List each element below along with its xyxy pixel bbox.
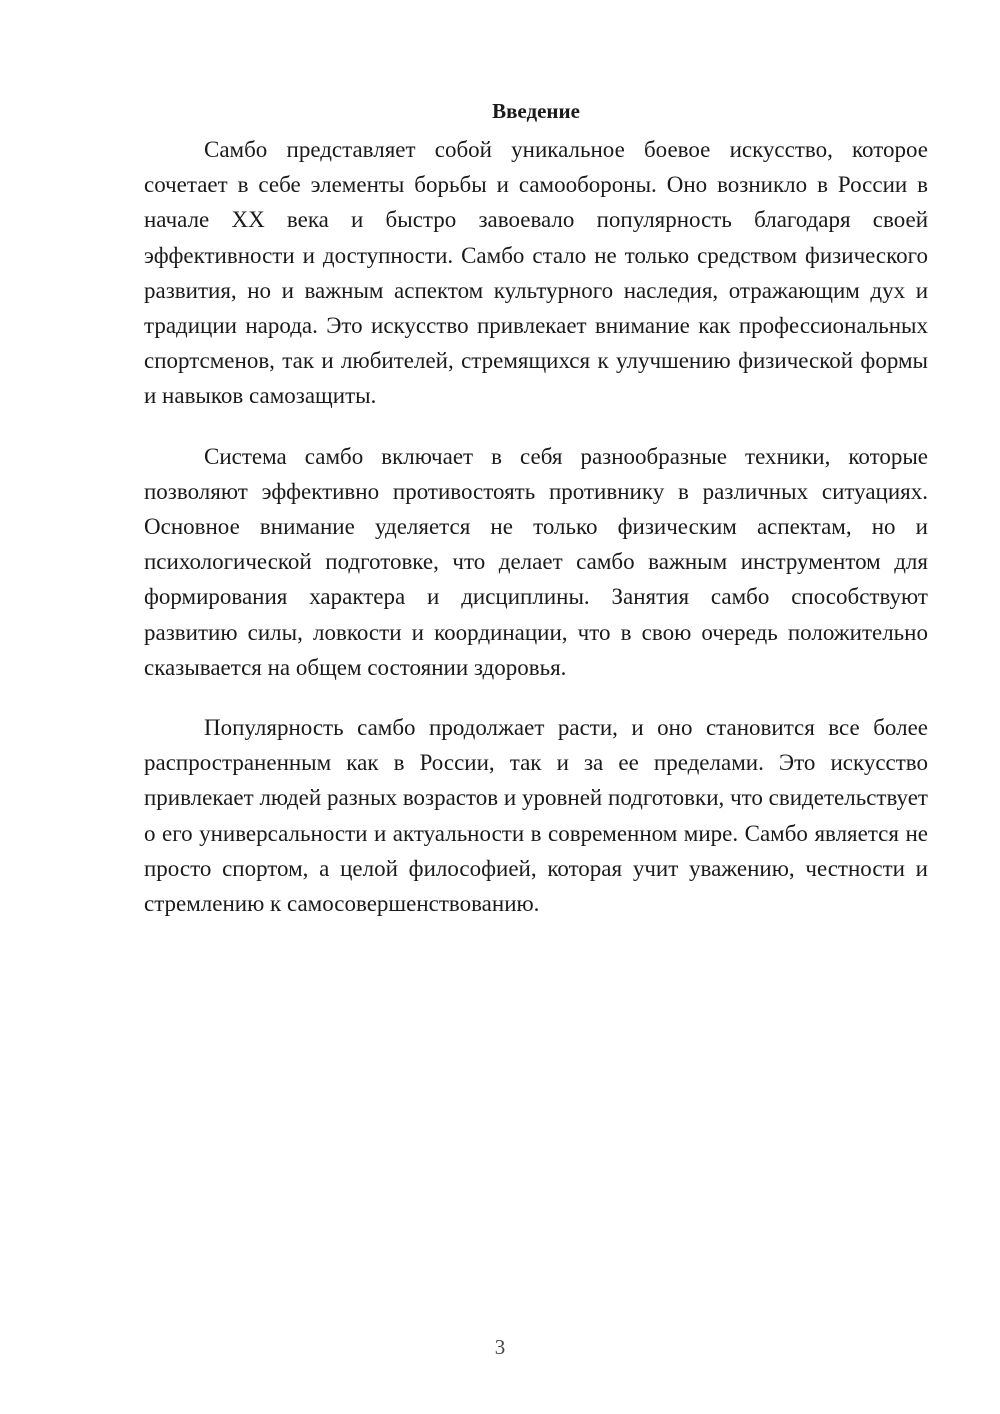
paragraph-3: Популярность самбо продолжает расти, и оно становится все более распространенным как в России, так и за ее пределами. Это искусство привлекает людей разных возрастов и уровней подготовки, что свидетельствует о его универсальности и актуальности в современном мире. Самбо является не просто спортом, а целой философией, которая учит уважению, честности и стремлению к самосовершенствованию.	[144, 715, 928, 917]
page-content	[144, 96, 928, 946]
page-number: 3	[494, 1335, 506, 1359]
section-heading: Введение	[492, 99, 580, 123]
paragraph-1: Самбо представляет собой уникальное боевое искусство, которое сочетает в себе элементы борьбы и самообороны. Оно возникло в России в начале XX века и быстро завоевало популярность благодаря своей эффективности и доступности. Самбо стало не только средством физического развития, но и важным аспектом культурного наследия, отражающим дух и традиции народа. Это искусство привлекает внимание как профессиональных спортсменов, так и любителей, стремящихся к улучшению физической формы и навыков самозащиты.	[144, 137, 928, 409]
paragraph-2: Система самбо включает в себя разнообразные техники, которые позволяют эффективно противостоять противнику в различных ситуациях. Основное внимание уделяется не только физическим аспектам, но и психологической подготовке, что делает самбо важным инструментом для формирования характера и дисциплины. Занятия самбо способствуют развитию силы, ловкости и координации, что в свою очередь положительно сказывается на общем состоянии здоровья.	[144, 443, 928, 680]
